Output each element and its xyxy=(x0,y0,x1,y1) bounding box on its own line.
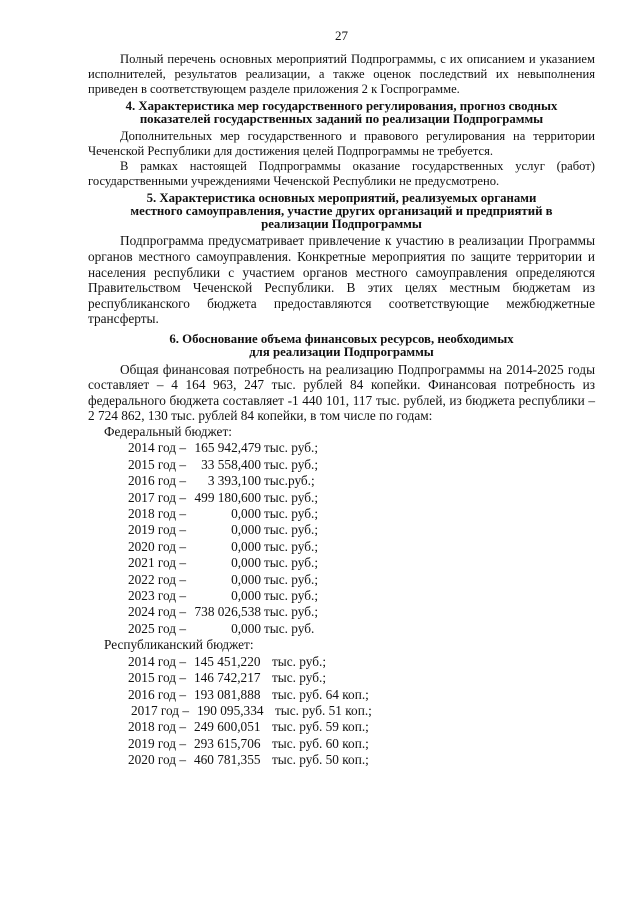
year: 2016 год – xyxy=(128,473,187,489)
amount: 33 558,400 xyxy=(201,456,261,472)
section-5-paragraph: Подпрограмма предусматривает привлечение к участию в реализации Программы органов местного самоуправления. Конкретные мероприятия по защите территории и населения республики с участием органов местного самоуправления определяются Правительством Чеченской Республики. В этих целях местным бюджетам из республиканского бюджета предоставляются соответствующие межбюджетные трансферты. xyxy=(88,233,595,327)
year: 2022 год – xyxy=(128,571,187,587)
unit: тыс. руб.; xyxy=(264,456,319,472)
amount: 0,000 xyxy=(231,588,261,604)
unit: тыс. руб.; xyxy=(272,653,327,669)
amount: 145 451,220 xyxy=(194,653,261,669)
year: 2019 год – xyxy=(128,735,187,751)
section-4-heading xyxy=(88,100,595,127)
federal-budget-row xyxy=(128,522,595,538)
federal-budget-row xyxy=(128,440,595,456)
unit: тыс. руб.; xyxy=(264,489,319,505)
section-5-heading-line: 5. Характеристика основных мероприятий, реализуемых органами xyxy=(146,190,537,205)
unit: тыс. руб.; xyxy=(264,440,319,456)
year: 2014 год – xyxy=(128,440,187,456)
amount: 293 615,706 xyxy=(194,735,261,751)
section-6-heading-line: 6. Обоснование объема финансовых ресурсов, необходимых xyxy=(169,332,514,347)
federal-budget-row xyxy=(128,457,595,473)
federal-budget-row xyxy=(128,539,595,555)
year: 2015 год – xyxy=(128,456,187,472)
unit: тыс. руб.; xyxy=(264,571,319,587)
amount: 146 742,217 xyxy=(194,670,261,686)
year: 2020 год – xyxy=(128,538,187,554)
year: 2018 год – xyxy=(128,719,187,735)
amount: 0,000 xyxy=(231,506,261,522)
federal-budget-list xyxy=(128,440,595,637)
amount: 460 781,355 xyxy=(194,752,261,768)
amount: 165 942,479 xyxy=(194,440,261,456)
section-4-paragraph: В рамках настоящей Подпрограммы оказание государственных услуг (работ) государственными учреждениями Чеченской Республики не предусмотрено. xyxy=(88,158,595,188)
republic-budget-row xyxy=(128,752,595,768)
amount: 738 026,538 xyxy=(194,604,261,620)
amount: 193 081,888 xyxy=(194,686,261,702)
section-5-heading-line: реализации Подпрограммы xyxy=(261,217,422,232)
unit: тыс. руб. 50 коп.; xyxy=(272,752,369,768)
unit: тыс. руб.; xyxy=(264,604,319,620)
unit: тыс. руб. xyxy=(264,620,315,636)
year: 2016 год – xyxy=(128,686,187,702)
federal-budget-row xyxy=(128,490,595,506)
year: 2019 год – xyxy=(128,522,187,538)
year: 2023 год – xyxy=(128,588,187,604)
year: 2015 год – xyxy=(128,670,187,686)
unit: тыс. руб. 51 коп.; xyxy=(275,702,372,718)
year: 2025 год – xyxy=(128,620,187,636)
year: 2017 год – xyxy=(131,702,190,718)
unit: тыс. руб.; xyxy=(264,506,319,522)
federal-budget-label: Федеральный бюджет: xyxy=(104,424,232,440)
amount: 499 180,600 xyxy=(194,489,261,505)
amount: 3 393,100 xyxy=(207,473,261,489)
unit: тыс.руб.; xyxy=(264,473,315,489)
federal-budget-row xyxy=(128,604,595,620)
year: 2017 год – xyxy=(128,489,187,505)
intro-paragraph: Полный перечень основных мероприятий Подпрограммы, с их описанием и указанием исполнителей, результатов реализации, а также оценок последствий их невыполнения приведен в соответствующем разделе приложения 2 к Госпрограмме. xyxy=(88,52,595,96)
year: 2020 год – xyxy=(128,752,187,768)
section-5-heading xyxy=(88,192,595,232)
federal-budget-row xyxy=(128,506,595,522)
year: 2024 год – xyxy=(128,604,187,620)
republic-budget-label: Республиканский бюджет: xyxy=(104,637,254,653)
amount: 0,000 xyxy=(231,555,261,571)
republic-budget-row xyxy=(128,687,595,703)
republic-budget-row xyxy=(131,703,595,719)
section-4-heading-line: 4. Характеристика мер государственного регулирования, прогноз сводных xyxy=(125,99,558,113)
republic-budget-row xyxy=(128,654,595,670)
unit: тыс. руб.; xyxy=(272,670,327,686)
section-4-heading-line: показателей государственных заданий по реализации Подпрограммы xyxy=(139,112,544,127)
section-4-paragraph: Дополнительных мер государственного и правового регулирования на территории Чеченской Республики для достижения целей Подпрограммы не требуется. xyxy=(88,128,595,158)
year: 2021 год – xyxy=(128,555,187,571)
section-5-heading-line: местного самоуправления, участие других организаций и предприятий в xyxy=(130,203,553,218)
unit: тыс. руб.; xyxy=(264,588,319,604)
amount: 0,000 xyxy=(231,538,261,554)
unit: тыс. руб. 64 коп.; xyxy=(272,686,369,702)
year: 2014 год – xyxy=(128,653,187,669)
section-6-heading xyxy=(88,333,595,360)
amount: 249 600,051 xyxy=(194,719,261,735)
republic-budget-list xyxy=(128,654,595,769)
unit: тыс. руб.; xyxy=(264,555,319,571)
federal-budget-row xyxy=(128,555,595,571)
document-page xyxy=(88,28,595,769)
amount: 0,000 xyxy=(231,522,261,538)
federal-budget-row xyxy=(128,621,595,637)
republic-budget-row xyxy=(128,670,595,686)
federal-budget-row xyxy=(128,588,595,604)
amount: 0,000 xyxy=(231,571,261,587)
section-6-heading-line: для реализации Подпрограммы xyxy=(249,345,434,360)
page-number: 27 xyxy=(335,28,348,43)
federal-budget-row xyxy=(128,572,595,588)
year: 2018 год – xyxy=(128,506,187,522)
amount: 0,000 xyxy=(231,620,261,636)
unit: тыс. руб.; xyxy=(264,538,319,554)
republic-budget-row xyxy=(128,736,595,752)
amount: 190 095,334 xyxy=(197,702,264,718)
unit: тыс. руб. 59 коп.; xyxy=(272,719,369,735)
federal-budget-row xyxy=(128,473,595,489)
section-6-paragraph: Общая финансовая потребность на реализацию Подпрограммы на 2014-2025 годы составляет – 4 164 963, 247 тыс. рублей 84 копейки. Финансовая потребность из федерального бюджета составляет -1 440 101, 117 тыс. рублей, из бюджета республики – 2 724 862, 130 тыс. рублей 84 копейки, в том числе по годам: xyxy=(88,361,595,424)
unit: тыс. руб. 60 коп.; xyxy=(272,735,369,751)
unit: тыс. руб.; xyxy=(264,522,319,538)
republic-budget-row xyxy=(128,719,595,735)
